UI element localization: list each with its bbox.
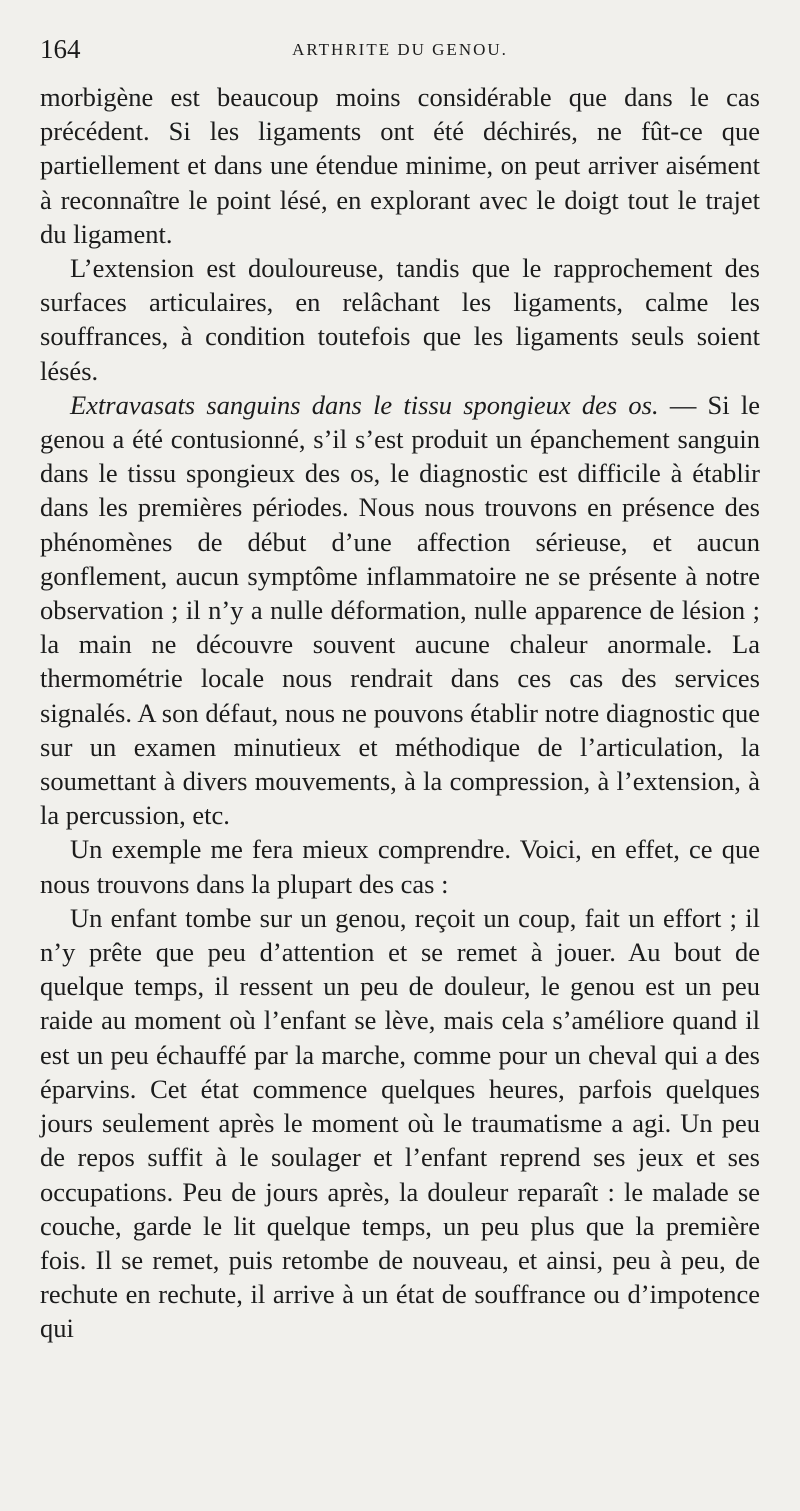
body-text [40,80,760,1346]
paragraph-4: Un exemple me fera mieux comprendre. Voici, en effet, ce que nous trouvons dans la plupart des cas : [40,834,760,899]
page-number: 164 [40,34,81,64]
section-heading: Extravasats sanguins dans le tissu spongieux des os. [70,389,659,420]
running-title: ARTHRITE DU GENOU. [292,40,508,59]
paragraph-1: morbigène est beaucoup moins considérable que dans le cas précédent. Si les ligaments ont été déchirés, ne fût-ce que partiellement et dans une étendue minime, on peut arriver aisément à reconnaître le point lésé, en explorant avec le doigt tout le trajet du ligament. [40,82,760,249]
paragraph-3-text: — Si le genou a été contusionné, s’il s’est produit un épanchement sanguin dans le tissu spongieux des os, le diagnostic est difficile à établir dans les premières périodes. Nous nous trouvons en présence des phénomènes de début d’une affection sérieuse, et aucun gonflement, aucun symptôme inflammatoire ne se présente à notre observation ; il n’y a nulle déformation, nulle apparence de lésion ; la main ne découvre souvent aucune chaleur anormale. La thermométrie locale nous rendrait dans ces cas des services signalés. A son défaut, nous ne pouvons établir notre diagnostic que sur un examen minutieux et méthodique de l’articulation, la soumettant à divers mouvements, à la compression, à l’extension, à la percussion, etc. [40,389,760,831]
page-header [40,32,760,80]
paragraph-3 [40,388,760,833]
paragraph-5: Un enfant tombe sur un genou, reçoit un coup, fait un effort ; il n’y prête que peu d’attention et se remet à jouer. Au bout de quelque temps, il ressent un peu de douleur, le genou est un peu raide au moment où l’enfant se lève, mais cela s’améliore quand il est un peu échauffé par la marche, comme pour un cheval qui a des éparvins. Cet état commence quelques heures, parfois quelques jours seulement après le moment où le traumatisme a agi. Un peu de repos suffit à le soulager et l’enfant reprend ses jeux et ses occupations. Peu de jours après, la douleur reparaît : le malade se couche, garde le lit quelque temps, un peu plus que la première fois. Il se remet, puis retombe de nouveau, et ainsi, peu à peu, de rechute en rechute, il arrive à un état de souffrance ou d’impotence qui [40,902,760,1344]
paragraph-2: L’extension est douloureuse, tandis que le rapprochement des surfaces articulaires, en relâchant les ligaments, calme les souffrances, à condition toutefois que les ligaments seuls soient lésés. [40,253,760,386]
